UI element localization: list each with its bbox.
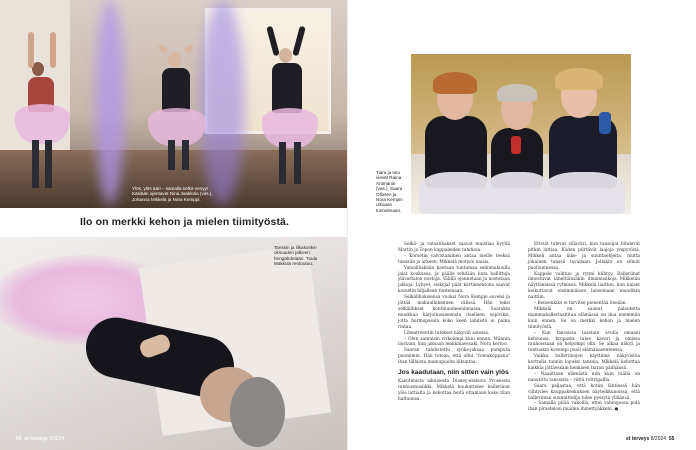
dance-class-photo: [0, 0, 348, 208]
text-column-1: Selkä- ja vatsalihakset saavat maistiaa kyytiä Martin ja Topon kappaleiden tahdissa. – Korsetin valvistaminen antaa meille teeksä tanssiin ja arkeen, Mikkelä motivoi naisia. Vatsalihaksiin haetaan tuntumaa selinmakuulla jalat koukussa, ja päälle tehdään liuta hallittuja ylävartalon nostoja. Välillä ojennetaan ja nostetaan jalkoja. Lyhyet, siskojat päät kärtämentona saavat korsetin hiljalleen tuntemaan. Selkälihaksiensa vuoksi Nora Kemppi sovelsi ja jättää makuulliikennen välissä. Hän teksi selkälihkset kontinuuineeninnassa. Saarakin muokkaa harjoitusaseensta itselleen sopiviksi, jotta hermopassin koko keen lahdistö ei paina rintaa. Liheatreentin tulokset näkyvät asiessa. – Olen aamuisin virkeämpi kuin ennen. Männin ilostaan, kun jaksaan lenkkinaessaki, Nora kertoo. Saaran tahdistettu syöks-jaksaa pumputa puomimin. Hän toteaa, että ollut "romukoppana" ihan tällaista mainupuolta liikuntaa. Jos kaadutaan, niin sitten vain ylös Kaisitimista aikuisesta Disney-elokuva Prosessin tunnusmusiikki. Mikkelä houkuttelee balleriinat ylös lattialta ja kehottaa heitä ottamaan koko tilan haltuunsa.: [398, 242, 510, 402]
photo-caption: Ylös, ylös ääri – samalla selkä venyy! Käsiään ojentavat Nina Jaakkola (vas.), Johanna Mikkelä ja Nora Kemppi.: [132, 186, 213, 202]
water-bottle-icon: [599, 112, 611, 134]
foreground-blur: [95, 0, 125, 205]
photo-caption: Tiara ja tutu vievät Raina Antmanin (vas.), Saara Ollosen ja Nora Kempin ulkoaan tunnelmaan.: [376, 170, 403, 213]
text-column-2: Ettviät tulevat villaväri, kun tanssijat liitelevät pitkin lattiaa. Käden piirtävät laajoja ympyröitä. Mikkeli antaa liike- ja suuntaohjeita, mutta jokainen tanssii tavallaan. Jollakin on silmät puoliumnessa. Kappale vaihtuu ja rytmi kiihtyy. Balleriinat innostuvat läheltiänsäkin ilmamusikoja Mikkelän näyttämässä rytmissä. Mikkelä liaittuu, kun naiset keikuttavat ensimmäisen lanseinaan muodikin naittiin. – Kensenkiks ei tarvitse pienentää itseään. Mikkelä on saanut palautetta mammaballerinaltitaa elämässä on ilua enemmän kuin ennen. Se on merkki kehon ja mielen tiimityöstä. – Kun tanssissa laastain avulla omaani kehoonsa, kropasta tulee kaveri ja omissa rauhoissaan on helpompi olla. Se aikaa näkyä ja tuntuakin kovempi puoli elämänasenteessa. Vaikka balleriinojen käyttämä näkyvistöa korttelia tunnin lopuksi tanssia, Mikkelä kehottaa kaikkia jättäessäin henkisen tiaran päähänsä. – Naaiittaan elämästä niin kuin täällä on naautittu tanssista – riittä rottrigallla. Saara paljastaa, että kotiin lähtiessä hän viihtyilee kauppakeskuksen näyteikkunoissa, että balleriinan suunnittelija tulee pyssytä ylläänsä. – Samalla pitää vakoilla, ettei vahingossa pidä ihan pirastelosi muiden ihmettyäkkeni. ●: [528, 242, 640, 413]
subheading: Jos kaadutaan, niin sitten vain ylös: [398, 369, 509, 377]
cup-icon: [511, 136, 521, 154]
right-page: [348, 0, 696, 450]
end-mark-icon: ●: [614, 407, 619, 413]
headline: Ilo on merkki kehon ja mielen tiimityöstä.: [80, 216, 290, 228]
photo-caption: Tanssin ja liikakonks- oksuuden jälkeen hengähdetään. Tuula Makkula rentoutuu.: [274, 245, 318, 267]
foreground-blur: [200, 0, 245, 205]
page-footer: et terveys 8/2024 55: [626, 436, 675, 442]
relaxation-photo: [0, 237, 348, 450]
page-footer: 54 et terveys 8/2024: [16, 436, 65, 442]
three-women-photo: [411, 54, 631, 214]
